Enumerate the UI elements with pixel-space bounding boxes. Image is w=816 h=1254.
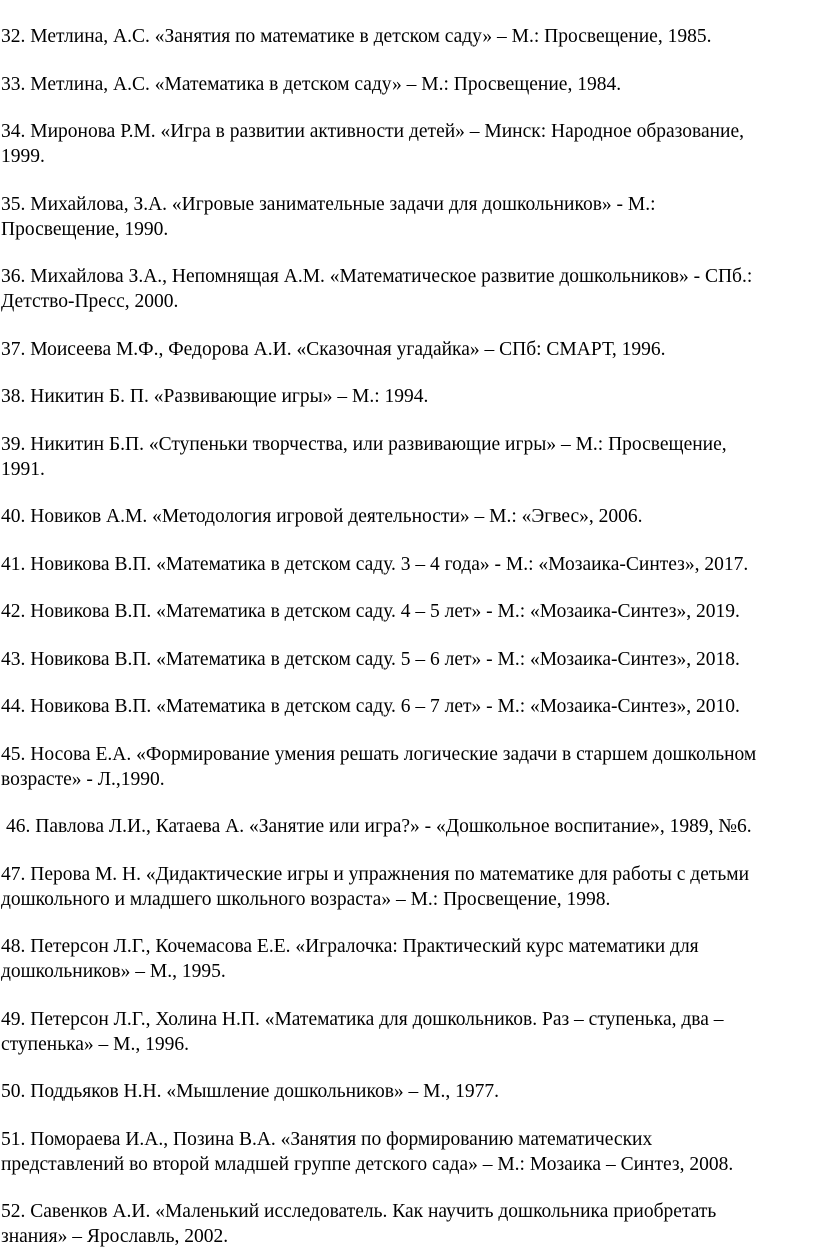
reference-text-line: 38. Никитин Б. П. «Развивающие игры» – М.: 1994. — [1, 386, 429, 407]
reference-item — [1, 1199, 808, 1249]
reference-text-line: 45. Носова Е.А. «Формирование умения решать логические задачи в старшем дошкольном — [1, 743, 757, 765]
reference-item — [1, 862, 808, 912]
reference-text-line: 33. Метлина, А.С. «Математика в детском саду» – М.: Просвещение, 1984. — [1, 73, 622, 95]
reference-item — [1, 24, 808, 49]
reference-text-line: 37. Моисеева М.Ф., Федорова А.И. «Сказочная угадайка» – СПб: СМАРТ, 1996. — [1, 338, 666, 360]
reference-text-line: дошкольников» – М., 1995. — [1, 961, 226, 982]
reference-item — [1, 742, 808, 792]
reference-text-line: 34. Миронова Р.М. «Игра в развитии активности детей» – Минск: Народное образование, — [1, 121, 745, 142]
reference-text-line: Просвещение, 1990. — [1, 218, 169, 240]
reference-item — [1, 694, 808, 719]
reference-text-line: 32. Метлина, А.С. «Занятия по математике в детском саду» – М.: Просвещение, 1985. — [1, 26, 712, 47]
reference-text-line: 40. Новиков А.М. «Методология игровой деятельности» – М.: «Эгвес», 2006. — [1, 506, 643, 527]
reference-item — [1, 337, 808, 362]
reference-item — [1, 647, 808, 672]
reference-item — [1, 552, 808, 577]
reference-text-line: представлений во второй младшей группе детского сада» – М.: Мозаика – Синтез, 2008. — [1, 1153, 734, 1175]
reference-text-line: 51. Помораева И.А., Позина В.А. «Занятия по формированию математических — [1, 1128, 653, 1150]
reference-item — [1, 264, 808, 314]
reference-text-line: 52. Савенков А.И. «Маленький исследователь. Как научить дошкольника приобретать — [1, 1201, 717, 1222]
reference-item — [1, 1007, 808, 1057]
reference-text-line: 39. Никитин Б.П. «Ступеньки творчества, или развивающие игры» – М.: Просвещение, — [1, 433, 727, 455]
reference-item — [1, 1127, 808, 1177]
reference-text-line: Детство-Пресс, 2000. — [1, 291, 179, 312]
reference-text-line: 42. Новикова В.П. «Математика в детском саду. 4 – 5 лет» - М.: «Мозаика-Синтез», 2019. — [1, 601, 740, 622]
reference-item — [1, 192, 808, 242]
reference-item — [1, 934, 808, 984]
reference-text-line: 50. Поддьяков Н.Н. «Мышление дошкольников» – М., 1977. — [1, 1081, 500, 1102]
reference-text-line: 44. Новикова В.П. «Математика в детском саду. 6 – 7 лет» - М.: «Мозаика-Синтез», 2010. — [1, 696, 740, 717]
reference-text-line: знания» – Ярославль, 2002. — [1, 1226, 229, 1247]
reference-item — [1, 432, 808, 482]
reference-text-line: дошкольного и младшего школьного возраста» – М.: Просвещение, 1998. — [1, 888, 611, 910]
reference-text-line: возрасте» - Л.,1990. — [1, 768, 165, 790]
reference-text-line: 46. Павлова Л.И., Катаева А. «Занятие или игра?» - «Дошкольное воспитание», 1989, №6. — [6, 816, 752, 837]
reference-item — [1, 119, 808, 169]
reference-item — [1, 599, 808, 624]
reference-text-line: 41. Новикова В.П. «Математика в детском саду. 3 – 4 года» - М.: «Мозаика-Синтез», 2017. — [1, 553, 749, 575]
reference-text-line: 1991. — [1, 458, 45, 480]
reference-text-line: 48. Петерсон Л.Г., Кочемасова Е.Е. «Игралочка: Практический курс математики для — [1, 936, 699, 957]
reference-item — [1, 1079, 808, 1104]
reference-text-line: 43. Новикова В.П. «Математика в детском саду. 5 – 6 лет» - М.: «Мозаика-Синтез», 2018. — [1, 648, 740, 670]
reference-item — [1, 504, 808, 529]
reference-text-line: 36. Михайлова З.А., Непомнящая А.М. «Математическое развитие дошкольников» - СПб.: — [1, 266, 753, 287]
reference-text-line: ступенька» – М., 1996. — [1, 1033, 190, 1055]
reference-text-line: 47. Перова М. Н. «Дидактические игры и упражнения по математике для работы с детьми — [1, 863, 750, 885]
reference-item — [1, 72, 808, 97]
reference-text-line: 49. Петерсон Л.Г., Холина Н.П. «Математика для дошкольников. Раз – ступенька, два – — [1, 1008, 724, 1030]
reference-item — [1, 814, 808, 839]
reference-text-line: 1999. — [1, 146, 45, 167]
reference-item — [1, 384, 808, 409]
reference-text-line: 35. Михайлова, З.А. «Игровые занимательные задачи для дошкольников» - М.: — [1, 193, 656, 215]
